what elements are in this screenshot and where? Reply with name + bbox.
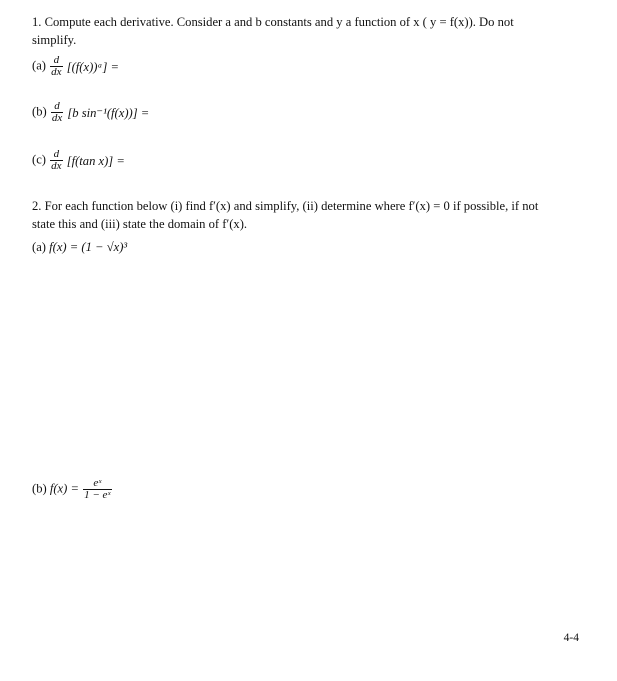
q1c-item [32, 149, 125, 172]
q1c-label: (c) [32, 152, 46, 167]
q2b-denominator: 1 − eˣ [84, 489, 111, 501]
q2a-label: (a) [32, 240, 46, 254]
q1c-derivative-operator [50, 149, 62, 172]
q2b-item [32, 478, 113, 501]
q1b-expression: [b sin⁻¹(f(x))] = [67, 105, 150, 120]
deriv-numerator: d [51, 101, 63, 113]
q2b-numerator: eˣ [83, 478, 111, 490]
q1a-item [32, 55, 119, 78]
q1b-label: (b) [32, 104, 47, 119]
q2-instruction-line2: state this and (iii) state the domain of f′(x). [32, 217, 248, 231]
deriv-denominator: dx [51, 66, 62, 78]
q1b-item [32, 101, 149, 124]
q1b-derivative-operator [51, 101, 63, 124]
q2a-item [32, 239, 127, 255]
deriv-denominator: dx [51, 160, 62, 172]
q2-instruction-line1: 2. For each function below (i) find f′(x) and simplify, (ii) determine where f′(x) = 0 if possible, if not [32, 199, 539, 213]
q2a-expression: f(x) = (1 − √x)³ [49, 240, 128, 254]
q1a-expression: [(f(x))ᵃ] = [66, 59, 120, 74]
q1c-expression: [f(tan x)] = [66, 153, 125, 168]
q1-instruction-line2: simplify. [32, 33, 77, 47]
q2b-label: (b) [32, 481, 47, 496]
q1a-label: (a) [32, 58, 46, 73]
deriv-denominator: dx [51, 112, 63, 124]
q1-instruction-line1: 1. Compute each derivative. Consider a and b constants and y a function of x ( y = f(x)). Do not [32, 15, 514, 29]
deriv-numerator: d [50, 55, 62, 67]
page-number: 4-4 [563, 632, 579, 644]
q1a-derivative-operator [50, 55, 62, 78]
deriv-numerator: d [50, 149, 62, 161]
q2b-fraction [83, 478, 111, 501]
q2b-lhs: f(x) = [49, 481, 79, 496]
